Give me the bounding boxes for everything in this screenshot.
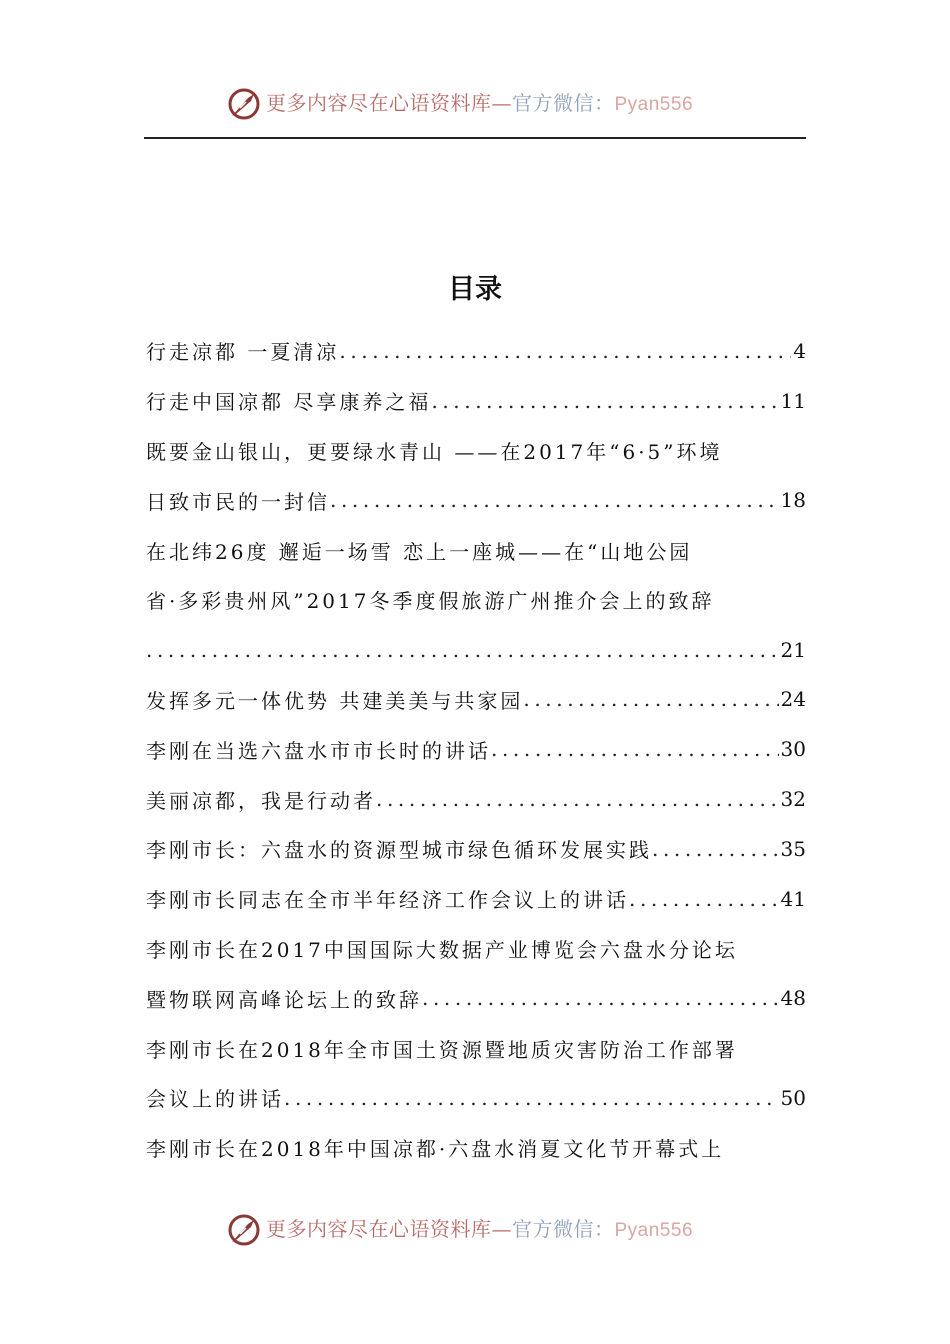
toc-entry-text: 李刚市长在2018年全市国土资源暨地质灾害防治工作部署	[146, 1037, 738, 1062]
toc-entry-line[interactable]	[146, 625, 806, 675]
toc-entry-text: 发挥多元一体优势 共建美美与共家园	[146, 688, 524, 713]
toc-page-number: 4	[793, 338, 806, 363]
quill-logo-icon	[226, 86, 262, 122]
toc-entry-line[interactable]	[146, 525, 806, 575]
toc-entry-line[interactable]	[146, 924, 806, 974]
toc-page-number: 18	[780, 488, 806, 513]
toc-page-number: 41	[780, 886, 806, 911]
toc-entry-line[interactable]	[146, 824, 806, 874]
watermark-text: 更多内容尽在心语资料库—官方微信：Pyan556	[266, 91, 694, 115]
quill-logo-icon	[226, 1212, 262, 1248]
toc-title: 目录	[448, 274, 502, 305]
toc-entry-line[interactable]	[146, 1023, 806, 1073]
toc-entry-line[interactable]	[146, 1073, 806, 1123]
watermark-banner-top	[0, 84, 950, 124]
toc-leader-dots	[284, 1086, 779, 1110]
toc-entry-text: 李刚市长在2017中国国际大数据产业博览会六盘水分论坛	[146, 937, 738, 962]
toc-entry-text: 会议上的讲话	[146, 1087, 284, 1112]
toc-entry-text: 美丽凉都，我是行动者	[146, 788, 376, 813]
header-rule	[144, 137, 806, 139]
toc-entry-line[interactable]	[146, 1123, 806, 1173]
toc-page-number: 35	[780, 836, 806, 861]
toc-entry-text: 日致市民的一封信	[146, 489, 330, 514]
toc-leader-dots	[146, 638, 779, 662]
toc-entry-line[interactable]	[146, 724, 806, 774]
toc-list	[146, 326, 806, 1173]
toc-leader-dots	[652, 837, 779, 861]
toc-entry-line[interactable]	[146, 326, 806, 376]
toc-entry-text: 既要金山银山，更要绿水青山 ——在2017年“6·5”环境	[146, 439, 723, 464]
toc-page-number: 11	[780, 388, 806, 413]
toc-page-number: 24	[780, 687, 806, 712]
toc-entry-text: 李刚市长同志在全市半年经济工作会议上的讲话	[146, 888, 629, 913]
toc-entry-line[interactable]	[146, 376, 806, 426]
toc-entry-text: 李刚市长在2018年中国凉都·六盘水消夏文化节开幕式上	[146, 1137, 725, 1162]
toc-page-number: 30	[780, 737, 806, 762]
toc-leader-dots	[376, 787, 779, 811]
toc-entry-line[interactable]	[146, 575, 806, 625]
toc-entry-text: 行走中国凉都 尽享康养之福	[146, 390, 432, 415]
toc-entry-line[interactable]	[146, 675, 806, 725]
toc-entry-text: 在北纬26度 邂逅一场雪 恋上一座城——在“山地公园	[146, 539, 693, 564]
toc-entry-text: 行走凉都 一夏清凉	[146, 340, 340, 365]
toc-page-number: 21	[780, 637, 806, 662]
toc-page-number: 32	[780, 787, 806, 812]
toc-entry-text: 李刚在当选六盘水市市长时的讲话	[146, 738, 491, 763]
toc-page-number: 50	[780, 1085, 806, 1110]
toc-leader-dots	[523, 687, 778, 711]
toc-entry-text: 李刚市长：六盘水的资源型城市绿色循环发展实践	[146, 838, 652, 863]
toc-page-number: 48	[780, 986, 806, 1011]
watermark-text: 更多内容尽在心语资料库—官方微信：Pyan556	[266, 1217, 694, 1241]
toc-leader-dots	[422, 986, 779, 1010]
toc-entry-line[interactable]	[146, 973, 806, 1023]
toc-entry-line[interactable]	[146, 475, 806, 525]
toc-entry-text: 暨物联网高峰论坛上的致辞	[146, 987, 422, 1012]
toc-entry-line[interactable]	[146, 774, 806, 824]
watermark-banner-bottom	[0, 1210, 950, 1250]
toc-entry-line[interactable]	[146, 874, 806, 924]
toc-entry-text: 省·多彩贵州风”2017冬季度假旅游广州推介会上的致辞	[146, 589, 715, 614]
toc-leader-dots	[431, 389, 778, 413]
toc-leader-dots	[339, 339, 791, 363]
toc-leader-dots	[491, 737, 779, 761]
toc-entry-line[interactable]	[146, 426, 806, 476]
toc-leader-dots	[330, 488, 779, 512]
toc-leader-dots	[629, 887, 779, 911]
